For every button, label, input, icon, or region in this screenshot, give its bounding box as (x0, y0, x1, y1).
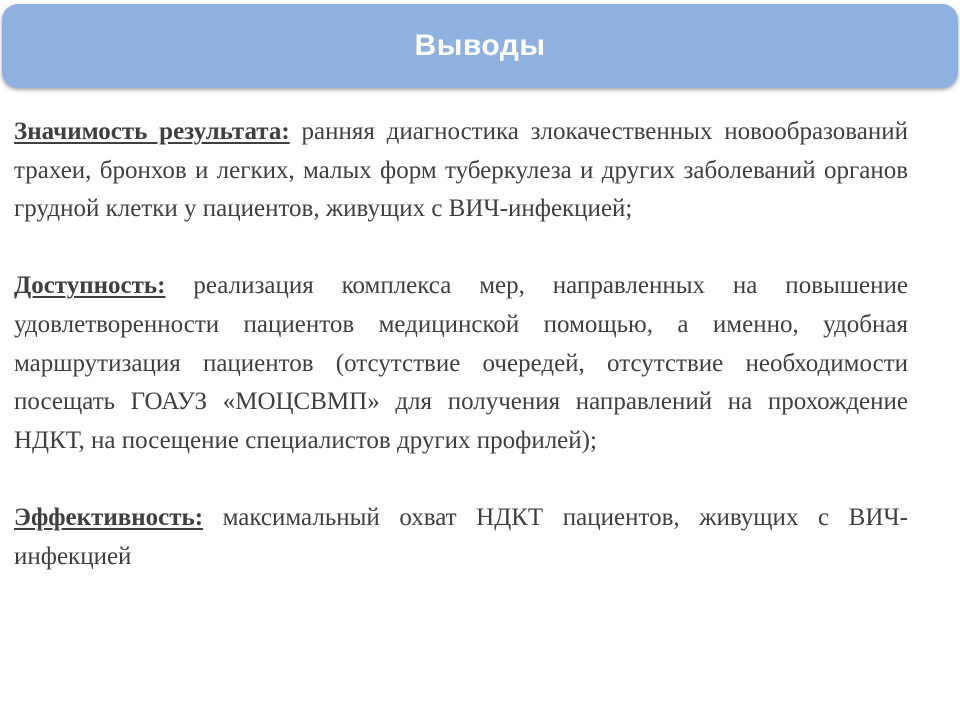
significance-text: ранняя диагностика злокачественных новообразований трахеи, бронхов и легких, малых форм туберкулеза и других заболеваний органов грудной клетки у пациентов, живущих с ВИЧ-инфекцией; (14, 118, 908, 223)
slide-title: Выводы (414, 29, 546, 62)
efficiency-label: Эффективность: (14, 503, 204, 531)
title-banner (2, 4, 958, 88)
paragraph-efficiency (14, 499, 908, 576)
accessibility-label: Доступность: (14, 272, 166, 300)
accessibility-text: реализация комплекса мер, направленных на повышение удовлетворенности пациентов медицинской помощью, а именно, удобная маршрутизация пациентов (отсутствие очередей, отсутствие необходимости посещать ГОАУЗ «МОЦСВМП» для получения направлений на прохождение НДКТ, на посещение специалистов других профилей); (14, 272, 908, 454)
paragraph-accessibility (14, 267, 908, 460)
significance-label: Значимость результата: (14, 118, 290, 145)
paragraph-significance (14, 113, 908, 229)
efficiency-text: максимальный охват НДКТ пациентов, живущих с ВИЧ-инфекцией (14, 503, 908, 570)
conclusions-content (14, 113, 908, 576)
